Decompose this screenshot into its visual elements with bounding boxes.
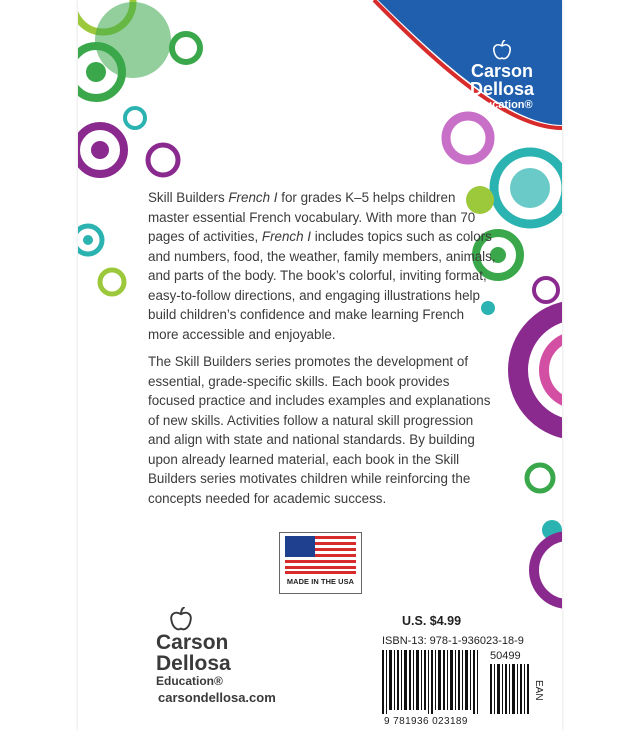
brand-logo-top: [452, 40, 552, 112]
brand-name-line2: Dellosa: [156, 652, 231, 675]
ean-label: EAN: [533, 680, 544, 701]
made-in-usa-badge: [279, 532, 362, 594]
brand-name-line2: Dellosa: [469, 79, 535, 99]
website-link[interactable]: carsondellosa.com: [158, 690, 276, 705]
isbn-label: ISBN-13: 978-1-936023-18-9: [382, 635, 524, 647]
barcode-addon-number: 50499: [490, 650, 521, 662]
description-paragraph-2: The Skill Builders series promotes the development of essential, grade-specific skills. Each book provides focused practice and includes examples and explanations of new skills. Activities follow a natural skill progression and align with state and national standards. By building upon already learned material, each book in the Skill Builders series motivates children while reinforcing the concepts needed for academic success.: [148, 354, 491, 506]
brand-name-line1: Carson: [470, 61, 533, 81]
price-label: U.S. $4.99: [402, 614, 462, 628]
barcode-digits: 9 781936 023189: [384, 716, 468, 727]
brand-name-line3: Education®: [156, 674, 223, 688]
made-in-usa-caption: MADE IN THE USA: [286, 577, 355, 586]
apple-icon: [493, 40, 511, 60]
back-cover: [78, 0, 562, 731]
brand-name-line1: Carson: [156, 631, 229, 654]
us-flag-icon: [285, 536, 356, 574]
apple-icon: [170, 607, 192, 631]
description-paragraph-1: Skill Builders French I for grades K–5 helps children master essential French vocabulary. With more than 70 pages of activities, French I includes topics such as colors and numbers, food, the weather, family members, animals, and parts of the body. The book’s colorful, inviting format, easy-to-follow directions, and engaging illustrations help build children’s confidence and make learning French more accessible and enjoyable.: [148, 190, 496, 342]
brand-logo-bottom: [156, 607, 231, 689]
brand-name-line3: Education®: [471, 99, 533, 111]
